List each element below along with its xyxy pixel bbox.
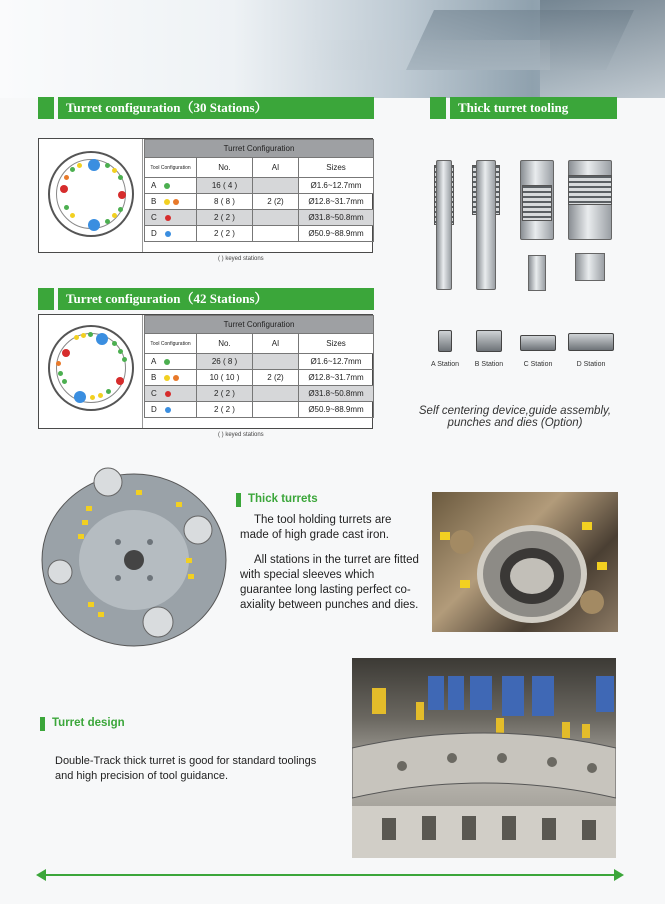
col-no: No. <box>197 334 253 354</box>
row-label: C <box>151 389 157 398</box>
section-30-title: Turret configuration（30 Stations） <box>58 97 374 119</box>
thick-turrets-title: Thick turrets <box>236 493 318 507</box>
left-arrow-icon <box>36 869 46 881</box>
row-size: Ø1.6~12.7mm <box>299 178 374 194</box>
blue-dot-icon <box>165 231 171 237</box>
station-b-icon <box>476 330 502 352</box>
tooling-title: Thick turret tooling <box>450 97 617 119</box>
row-no: 2 ( 2 ) <box>197 210 253 226</box>
row-label: C <box>151 213 157 222</box>
row-no: 2 ( 2 ) <box>197 386 253 402</box>
col-tool-config: Tool Configuration <box>145 334 197 354</box>
station-b-label: B Station <box>474 361 504 368</box>
blue-dot-icon <box>165 407 171 413</box>
col-ai: AI <box>253 158 299 178</box>
turret-station-photo <box>432 492 618 632</box>
orange-dot-icon <box>173 375 179 381</box>
col-sizes: Sizes <box>299 334 374 354</box>
config-42-box <box>38 314 373 429</box>
col-sizes: Sizes <box>299 158 374 178</box>
orange-dot-icon <box>173 199 179 205</box>
table-row <box>145 370 374 386</box>
row-ai <box>253 178 299 194</box>
row-size: Ø12.8~31.7mm <box>299 194 374 210</box>
table-row <box>145 354 374 370</box>
row-size: Ø31.8~50.8mm <box>299 386 374 402</box>
row-size: Ø50.9~88.9mm <box>299 402 374 418</box>
die-c <box>528 255 546 291</box>
turret-design-title: Turret design <box>40 717 125 731</box>
punch-b <box>476 160 496 290</box>
config-42-table <box>144 315 374 418</box>
row-size: Ø12.8~31.7mm <box>299 370 374 386</box>
row-ai: 2 (2) <box>253 370 299 386</box>
tooling-caption-line1: Self centering device,guide assembly, <box>418 405 612 417</box>
table-row <box>145 210 374 226</box>
thick-turrets-para1: The tool holding turrets are made of high grade cast iron. <box>240 514 392 541</box>
row-label: D <box>151 229 157 238</box>
double-track-turret-photo <box>352 658 616 858</box>
row-no: 16 ( 4 ) <box>197 178 253 194</box>
punch-spring-c <box>522 185 552 221</box>
row-ai: 2 (2) <box>253 194 299 210</box>
tooling-illustration <box>420 125 630 380</box>
table-caption: Turret Configuration <box>145 140 374 158</box>
col-ai: AI <box>253 334 299 354</box>
footer-divider <box>42 874 618 876</box>
station-c-icon <box>520 335 556 351</box>
hero-machine-image <box>0 0 665 98</box>
green-dot-icon <box>164 359 170 365</box>
table-row <box>145 386 374 402</box>
red-dot-icon <box>165 215 171 221</box>
keyed-stations-note: ( ) keyed stations <box>218 432 264 438</box>
tooling-caption <box>400 405 630 429</box>
punch-a <box>436 160 452 290</box>
table-row <box>145 194 374 210</box>
red-dot-icon <box>165 391 171 397</box>
row-label: D <box>151 405 157 414</box>
turret-30-diagram <box>39 139 143 252</box>
config-30-table <box>144 139 374 242</box>
row-size: Ø31.8~50.8mm <box>299 210 374 226</box>
station-a-icon <box>438 330 452 352</box>
col-tool-config: Tool Configuration <box>145 158 197 178</box>
row-label: B <box>151 197 157 206</box>
station-c-label: C Station <box>523 361 553 368</box>
col-no: No. <box>197 158 253 178</box>
row-no: 2 ( 2 ) <box>197 226 253 242</box>
row-no: 8 ( 8 ) <box>197 194 253 210</box>
table-row <box>145 402 374 418</box>
right-arrow-icon <box>614 869 624 881</box>
section-42-title: Turret configuration（42 Stations） <box>58 288 374 310</box>
row-ai <box>253 210 299 226</box>
station-a-label: A Station <box>430 361 460 368</box>
row-size: Ø1.6~12.7mm <box>299 354 374 370</box>
die-d <box>575 253 605 281</box>
yellow-dot-icon <box>164 199 170 205</box>
row-no: 2 ( 2 ) <box>197 402 253 418</box>
table-row <box>145 178 374 194</box>
row-ai <box>253 402 299 418</box>
row-size: Ø50.9~88.9mm <box>299 226 374 242</box>
punch-spring-d <box>568 175 612 205</box>
row-no: 26 ( 8 ) <box>197 354 253 370</box>
station-d-label: D Station <box>576 361 606 368</box>
tooling-caption-line2: punches and dies (Option) <box>447 417 583 429</box>
thick-turrets-para2: All stations in the turret are fitted with special sleeves which guarantee long lasting perfect co-axiality between punches and dies. <box>240 554 419 611</box>
config-30-box <box>38 138 373 253</box>
yellow-dot-icon <box>164 375 170 381</box>
row-label: B <box>151 373 157 382</box>
station-d-icon <box>568 333 614 351</box>
row-ai <box>253 386 299 402</box>
row-ai <box>253 226 299 242</box>
turret-design-para: Double-Track thick turret is good for standard toolings and high precision of tool guidance. <box>55 755 317 782</box>
keyed-stations-note: ( ) keyed stations <box>218 256 264 262</box>
row-label: A <box>151 181 157 190</box>
table-row <box>145 226 374 242</box>
table-caption: Turret Configuration <box>145 316 374 334</box>
row-no: 10 ( 10 ) <box>197 370 253 386</box>
turret-42-diagram <box>39 315 143 428</box>
row-label: A <box>151 357 157 366</box>
turret-disc-photo <box>38 462 230 652</box>
row-ai <box>253 354 299 370</box>
green-dot-icon <box>164 183 170 189</box>
